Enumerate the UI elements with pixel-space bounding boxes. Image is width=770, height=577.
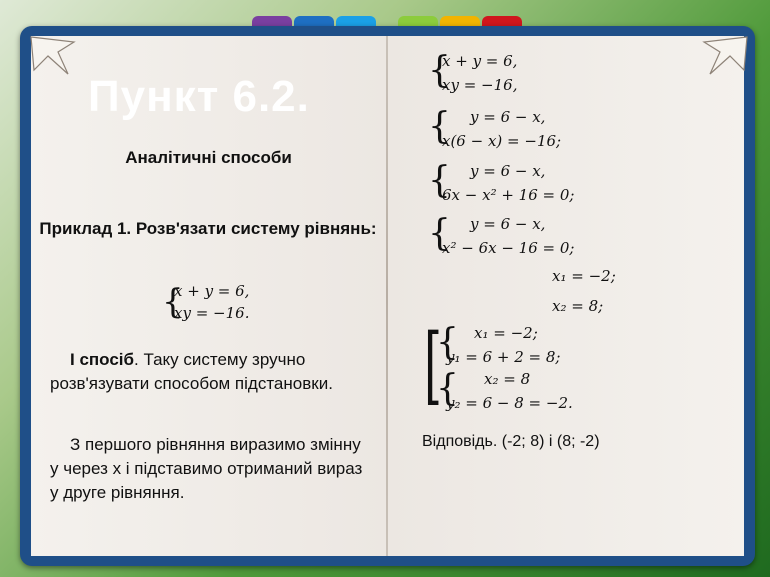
root-x1: x₁ = −2; — [552, 267, 616, 285]
step2-eq1: y = 6 − x, — [470, 108, 546, 126]
right-step-1: { x + y = 6, xy = −16, — [428, 50, 518, 94]
final-x2: x₂ = 8 — [484, 370, 531, 388]
answer-text: Відповідь. (-2; 8) і (8; -2) — [422, 433, 600, 450]
final-y1: y₁ = 6 + 2 = 8; — [446, 348, 561, 366]
step2-eq2: x(6 − x) = −16; — [442, 132, 562, 150]
final-solution-set: [ { x₁ = −2; y₁ = 6 + 2 = 8; { x₂ = 8 y₂ = 6 − 8 = −2. — [424, 316, 573, 414]
left-system: { x + y = 6, xy = −16. — [162, 282, 250, 322]
final-y2: y₂ = 6 − 8 = −2. — [446, 394, 573, 412]
example-heading: Приклад 1. Розв'язати систему рівнянь: — [39, 219, 377, 238]
method-paragraph — [50, 348, 370, 396]
right-step-4: { y = 6 − x, x² − 6x − 16 = 0; — [428, 213, 575, 257]
section-subtitle: Аналітичні способи — [125, 148, 292, 167]
step4-eq2: x² − 6x − 16 = 0; — [442, 239, 575, 257]
step1-eq2: xy = −16, — [442, 76, 518, 94]
left-system-eq2: xy = −16. — [174, 304, 250, 322]
final-x1: x₁ = −2; — [474, 324, 538, 342]
page-corner-left-icon — [28, 34, 78, 80]
page-title: Пункт 6.2. — [88, 72, 310, 121]
notebook-spine — [386, 36, 388, 556]
step3-eq2: 6x − x² + 16 = 0; — [442, 186, 575, 204]
root-x2: x₂ = 8; — [552, 297, 604, 315]
step3-eq1: y = 6 − x, — [470, 162, 546, 180]
step-paragraph — [50, 433, 370, 505]
step1-eq1: x + y = 6, — [442, 52, 518, 70]
right-step-3: { y = 6 − x, 6x − x² + 16 = 0; — [428, 160, 575, 204]
right-step-2: { y = 6 − x, x(6 − x) = −16; — [428, 106, 562, 150]
step-text: З першого рівняння виразимо змінну у через х і підставимо отриманий вираз у друге рівняння. — [50, 435, 363, 502]
left-system-eq1: x + y = 6, — [174, 282, 250, 300]
page-corner-right-icon — [700, 34, 750, 80]
method-label: І спосіб — [70, 350, 135, 369]
step4-eq1: y = 6 − x, — [470, 215, 546, 233]
method-text: . Таку систему зручно розв'язувати способом підстановки. — [50, 350, 333, 393]
